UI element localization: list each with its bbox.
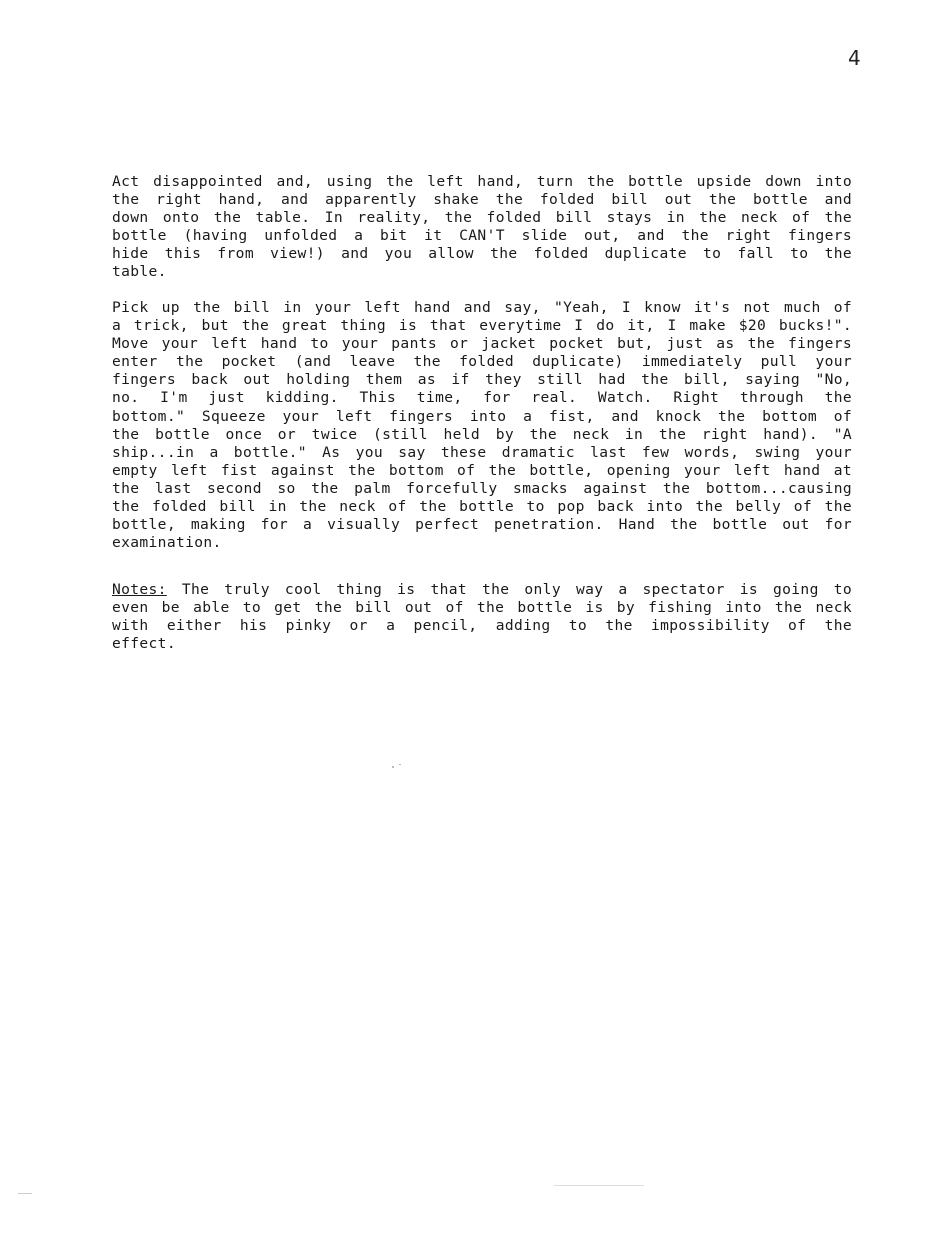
paragraph-line: Move your left hand to your pants or jacket pocket but, just as the fingers	[112, 335, 852, 353]
paragraph-line: enter the pocket (and leave the folded duplicate) immediately pull your	[112, 353, 852, 371]
scan-speck	[399, 764, 401, 765]
notes-text: The truly cool thing is that the only way a spectator is going to	[166, 581, 852, 598]
paragraph-line: Act disappointed and, using the left hand, turn the bottle upside down into	[112, 173, 852, 190]
page-number: 4	[848, 46, 861, 70]
notes-label: Notes:	[112, 581, 167, 598]
paragraph-line: empty left fist against the bottom of the bottle, opening your left hand at	[112, 461, 852, 479]
paragraph-line: no. I'm just kidding. This time, for real. Watch. Right through the	[112, 389, 852, 407]
scan-speck	[392, 766, 394, 768]
paragraph-line: table.	[112, 263, 167, 281]
notes-line: with either his pinky or a pencil, adding to the impossibility of the	[112, 617, 852, 635]
paragraph-line: the folded bill in the neck of the bottle to pop back into the belly of the	[112, 498, 852, 516]
paragraph-line: hide this from view!) and you allow the folded duplicate to fall to the	[112, 245, 852, 263]
scan-line	[18, 1193, 32, 1194]
notes-line: even be able to get the bill out of the bottle is by fishing into the neck	[112, 599, 852, 617]
paragraph-line: Pick up the bill in your left hand and say, "Yeah, I know it's not much of	[112, 299, 852, 316]
paragraph-line: the bottle once or twice (still held by the neck in the right hand). "A	[112, 425, 852, 443]
paragraph-line: examination.	[112, 534, 222, 552]
paragraph-1	[112, 173, 852, 282]
paragraph-line: a trick, but the great thing is that everytime I do it, I make $20 bucks!".	[112, 317, 852, 335]
paragraph-line: bottle (having unfolded a bit it CAN'T slide out, and the right fingers	[112, 227, 852, 245]
paragraph-line: ship...in a bottle." As you say these dramatic last few words, swing your	[112, 443, 852, 461]
paragraph-line: down onto the table. In reality, the folded bill stays in the neck of the	[112, 209, 852, 227]
paragraph-line: the right hand, and apparently shake the folded bill out the bottle and	[112, 191, 852, 209]
scan-line	[554, 1185, 644, 1186]
paragraph-line: bottle, making for a visually perfect penetration. Hand the bottle out for	[112, 516, 852, 534]
paragraph-line: bottom." Squeeze your left fingers into a fist, and knock the bottom of	[112, 407, 852, 425]
notes-first-line	[112, 581, 852, 599]
paragraph-2	[112, 299, 852, 552]
notes-section	[112, 581, 852, 653]
paragraph-line: the last second so the palm forcefully smacks against the bottom...causing	[112, 479, 852, 497]
notes-line: effect.	[112, 635, 176, 653]
paragraph-line: fingers back out holding them as if they still had the bill, saying "No,	[112, 371, 852, 389]
